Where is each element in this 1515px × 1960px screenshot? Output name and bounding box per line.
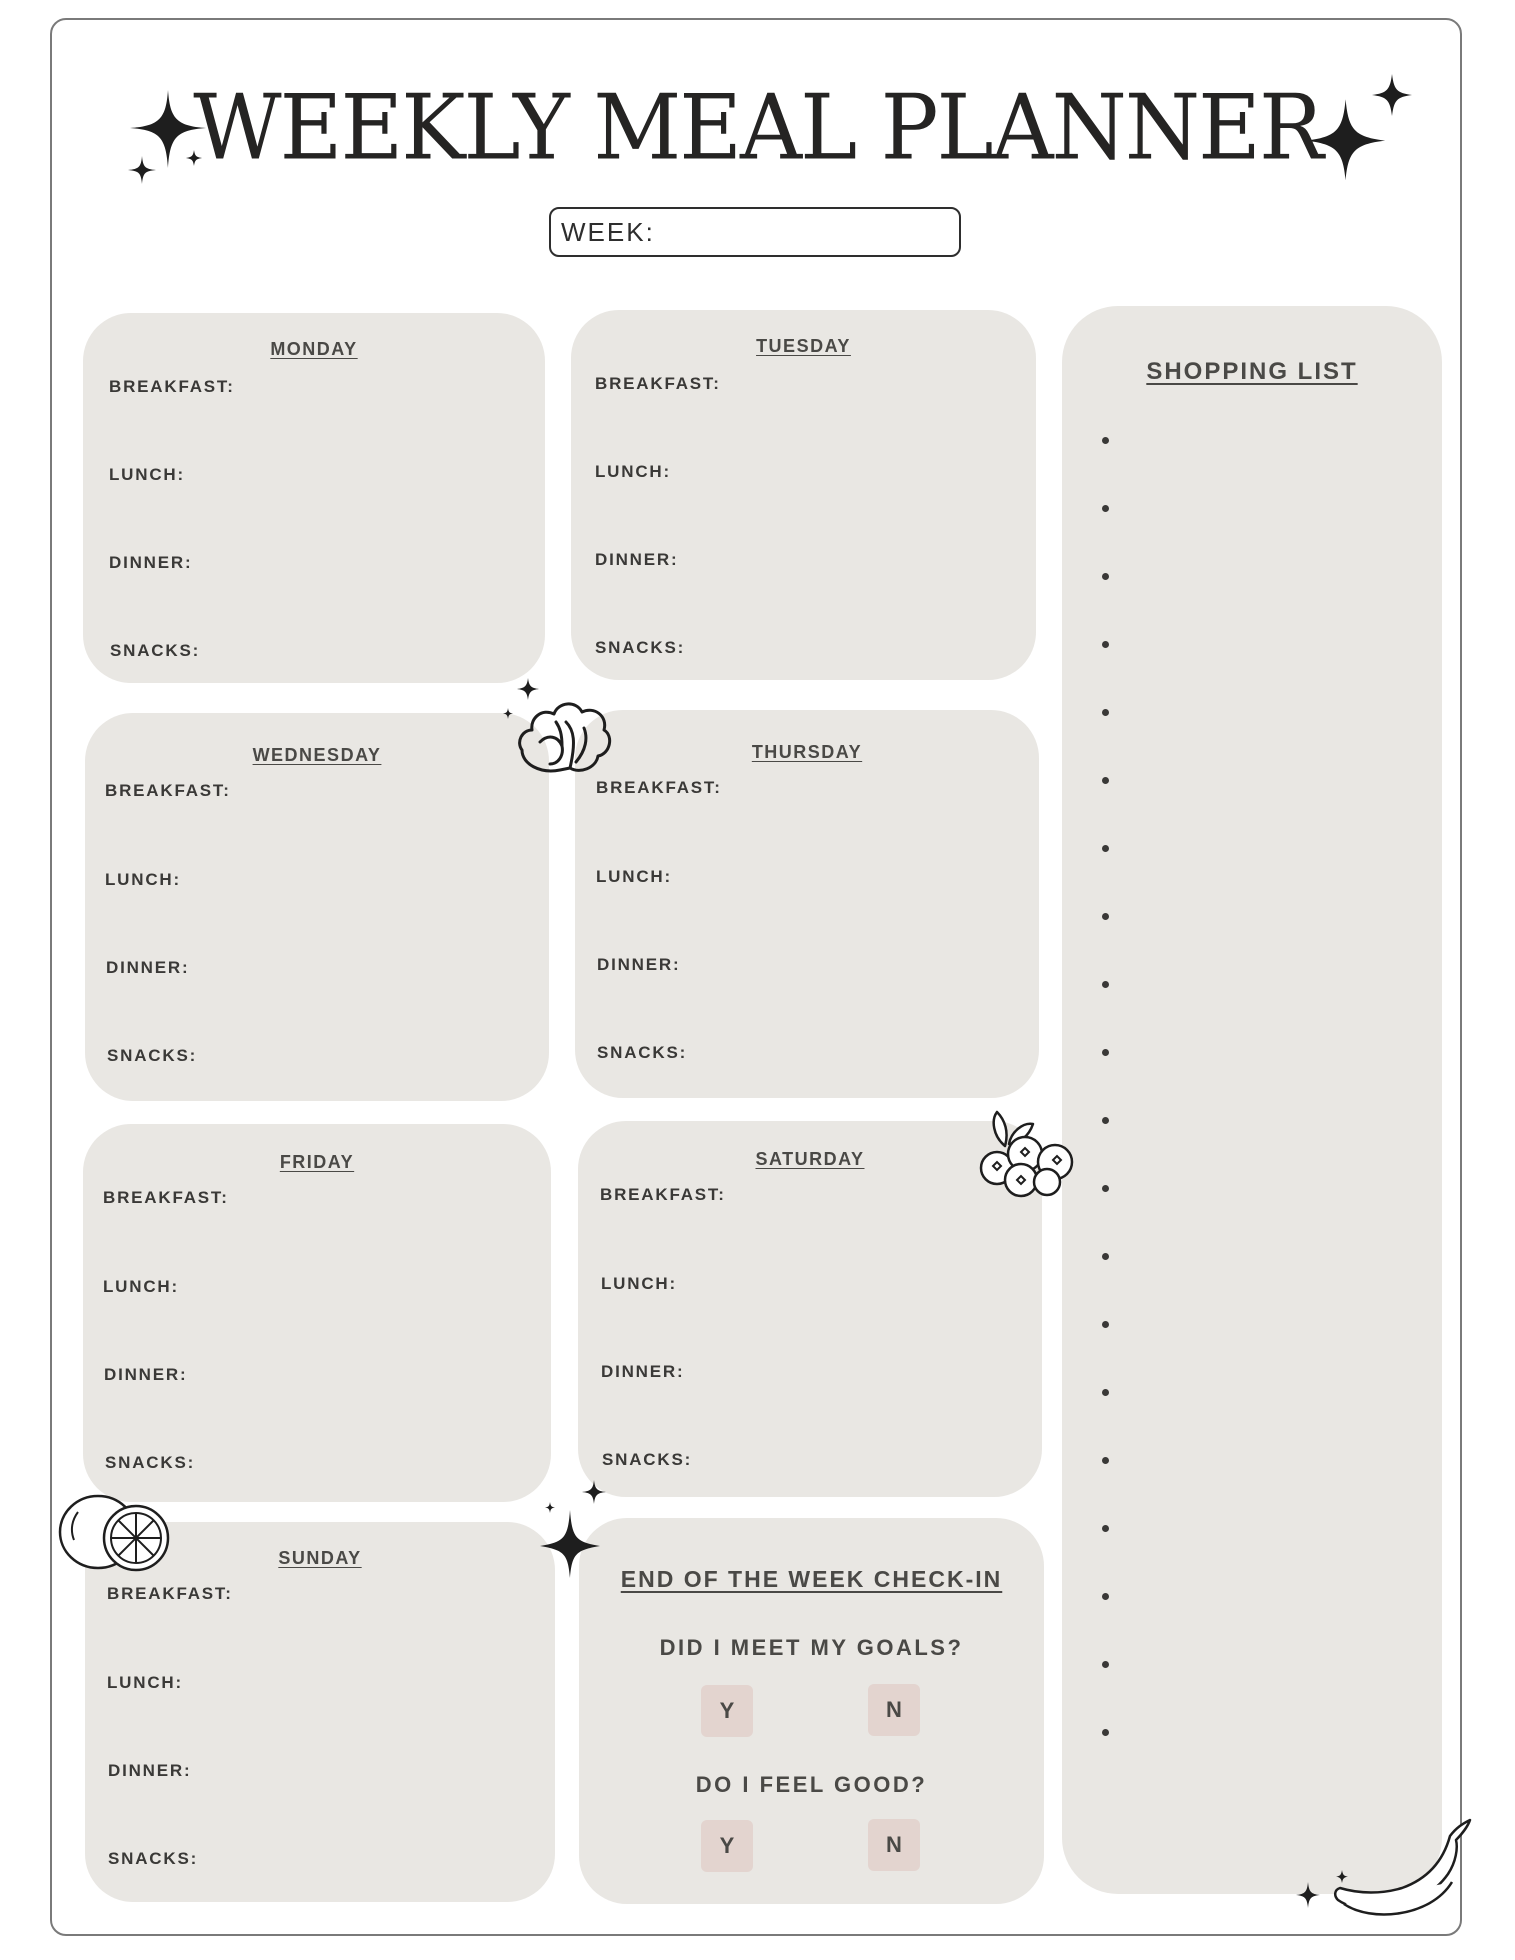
feel-no-button[interactable]: N	[868, 1819, 920, 1871]
feel-good-question: DO I FEEL GOOD?	[695, 1772, 928, 1797]
day-card-tuesday	[571, 310, 1036, 680]
breakfast-field[interactable]: BREAKFAST:	[600, 1185, 726, 1204]
shopping-list-title: SHOPPING LIST	[1146, 358, 1358, 385]
week-field[interactable]	[549, 207, 961, 257]
feel-yes-button[interactable]: Y	[701, 1820, 753, 1872]
day-title-thursday: THURSDAY	[751, 742, 863, 762]
snacks-field[interactable]: SNACKS:	[597, 1043, 688, 1062]
breakfast-field[interactable]: BREAKFAST:	[103, 1188, 229, 1207]
dinner-field[interactable]: DINNER:	[108, 1761, 192, 1780]
checkin-title: END OF THE WEEK CHECK-IN	[620, 1566, 1003, 1592]
breakfast-field[interactable]: BREAKFAST:	[107, 1584, 233, 1603]
lunch-field[interactable]: LUNCH:	[103, 1277, 179, 1296]
dinner-field[interactable]: DINNER:	[597, 955, 681, 974]
day-card-friday	[83, 1124, 551, 1502]
lunch-field[interactable]: LUNCH:	[107, 1673, 183, 1692]
lunch-field[interactable]: LUNCH:	[595, 462, 671, 481]
goals-no-button[interactable]: N	[868, 1684, 920, 1736]
shopping-list-card	[1062, 306, 1442, 1894]
day-title-friday: FRIDAY	[279, 1152, 355, 1172]
lunch-field[interactable]: LUNCH:	[105, 870, 181, 889]
dinner-field[interactable]: DINNER:	[104, 1365, 188, 1384]
orange-icon	[58, 1490, 174, 1572]
berries-icon	[975, 1110, 1081, 1198]
day-title-monday: MONDAY	[270, 339, 358, 359]
day-card-sunday	[85, 1522, 555, 1902]
dinner-field[interactable]: DINNER:	[106, 958, 190, 977]
dinner-field[interactable]: DINNER:	[595, 550, 679, 569]
day-title-wednesday: WEDNESDAY	[252, 745, 382, 765]
lunch-field[interactable]: LUNCH:	[109, 465, 185, 484]
checkin-card	[579, 1518, 1044, 1904]
day-title-sunday: SUNDAY	[278, 1548, 362, 1568]
week-label: WEEK:	[561, 216, 655, 247]
snacks-field[interactable]: SNACKS:	[602, 1450, 693, 1469]
snacks-field[interactable]: SNACKS:	[595, 638, 686, 657]
day-title-tuesday: TUESDAY	[756, 336, 851, 356]
banana-icon	[1290, 1818, 1472, 1922]
day-title-saturday: SATURDAY	[755, 1149, 865, 1169]
day-card-saturday	[578, 1121, 1042, 1497]
snacks-field[interactable]: SNACKS:	[108, 1849, 199, 1868]
goals-question: DID I MEET MY GOALS?	[659, 1635, 964, 1660]
snacks-field[interactable]: SNACKS:	[110, 641, 201, 660]
day-card-thursday	[575, 710, 1039, 1098]
goals-yes-button[interactable]: Y	[701, 1685, 753, 1737]
breakfast-field[interactable]: BREAKFAST:	[595, 374, 721, 393]
lunch-field[interactable]: LUNCH:	[596, 867, 672, 886]
snacks-field[interactable]: SNACKS:	[105, 1453, 196, 1472]
dinner-field[interactable]: DINNER:	[601, 1362, 685, 1381]
day-card-wednesday	[85, 713, 549, 1101]
day-card-monday	[83, 313, 545, 683]
lettuce-icon	[500, 672, 622, 782]
page-title: WEEKLY MEAL PLANNER	[193, 75, 1322, 181]
sparkle-icon	[538, 1480, 610, 1578]
breakfast-field[interactable]: BREAKFAST:	[596, 778, 722, 797]
snacks-field[interactable]: SNACKS:	[107, 1046, 198, 1065]
dinner-field[interactable]: DINNER:	[109, 553, 193, 572]
lunch-field[interactable]: LUNCH:	[601, 1274, 677, 1293]
breakfast-field[interactable]: BREAKFAST:	[109, 377, 235, 396]
breakfast-field[interactable]: BREAKFAST:	[105, 781, 231, 800]
